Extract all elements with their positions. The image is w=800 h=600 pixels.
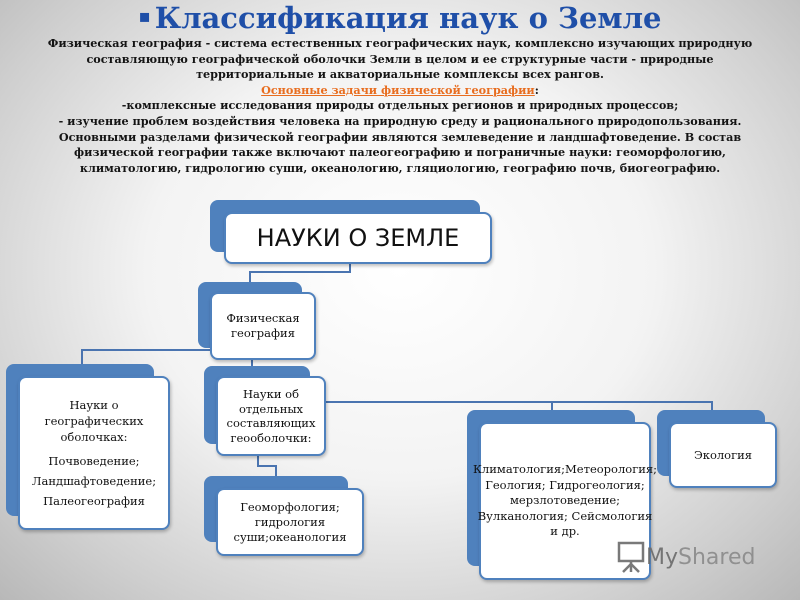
node-physical-geography bbox=[198, 282, 318, 362]
climate-label: Климатология;Метеорология; Геология; Гидрогеология; мерзлотоведение; Вулканология; Сейсмология и др. bbox=[479, 422, 651, 580]
tasks-colon: : bbox=[534, 82, 539, 97]
geomorph-label: Геоморфология; гидрология суши;океанология bbox=[216, 488, 364, 556]
watermark-logo bbox=[616, 540, 755, 574]
tasks-heading: Основные задачи физической географии bbox=[261, 82, 535, 97]
ecology-label: Экология bbox=[669, 422, 777, 488]
intro-line: -комплексные исследования природы отдельных регионов и природных процессов; bbox=[121, 98, 679, 113]
intro-line: составляющую географической оболочки Земли в целом и ее структурные части - природные bbox=[86, 51, 714, 66]
root-label: НАУКИ О ЗЕМЛЕ bbox=[224, 212, 492, 264]
node-geosphere-components bbox=[204, 366, 326, 458]
shells-item: Ландшафтоведение; bbox=[31, 474, 157, 488]
physgeo-label: Физическая география bbox=[210, 292, 316, 360]
shells-heading: Науки о географических оболочках: bbox=[44, 398, 144, 444]
shells-item: Палеогеография bbox=[43, 494, 145, 508]
presentation-icon bbox=[616, 540, 646, 574]
intro-line: климатологию, гидрологию суши, океанологию, гляциологию, географию почв, биогеографию. bbox=[79, 160, 721, 175]
node-geomorphology bbox=[204, 476, 364, 556]
intro-line: - изучение проблем воздействия человека на природную среду и рационального природопользования. bbox=[58, 113, 742, 128]
node-geographic-shells bbox=[6, 364, 170, 530]
spheres-label: Науки об отдельных составляющих геооболочки: bbox=[216, 376, 326, 456]
title-text: Классификация наук о Земле bbox=[154, 1, 662, 35]
node-root bbox=[210, 200, 495, 266]
intro-line: Физическая география - система естественных географических наук, комплексно изучающих природную bbox=[47, 36, 753, 50]
title-bullet: ▪ bbox=[138, 6, 151, 27]
intro-line: физической географии также включают палеогеографию и пограничные науки: геоморфологию, bbox=[74, 145, 726, 160]
watermark-brand-b: Shared bbox=[678, 544, 756, 570]
shells-item: Почвоведение; bbox=[48, 454, 140, 468]
node-ecology bbox=[657, 410, 779, 490]
intro-line: территориальные и акваториальные комплексы всех рангов. bbox=[196, 67, 604, 82]
intro-line: Основными разделами физической географии являются землеведение и ландшафтоведение. В состав bbox=[58, 129, 742, 144]
watermark-brand-a: My bbox=[646, 544, 679, 570]
